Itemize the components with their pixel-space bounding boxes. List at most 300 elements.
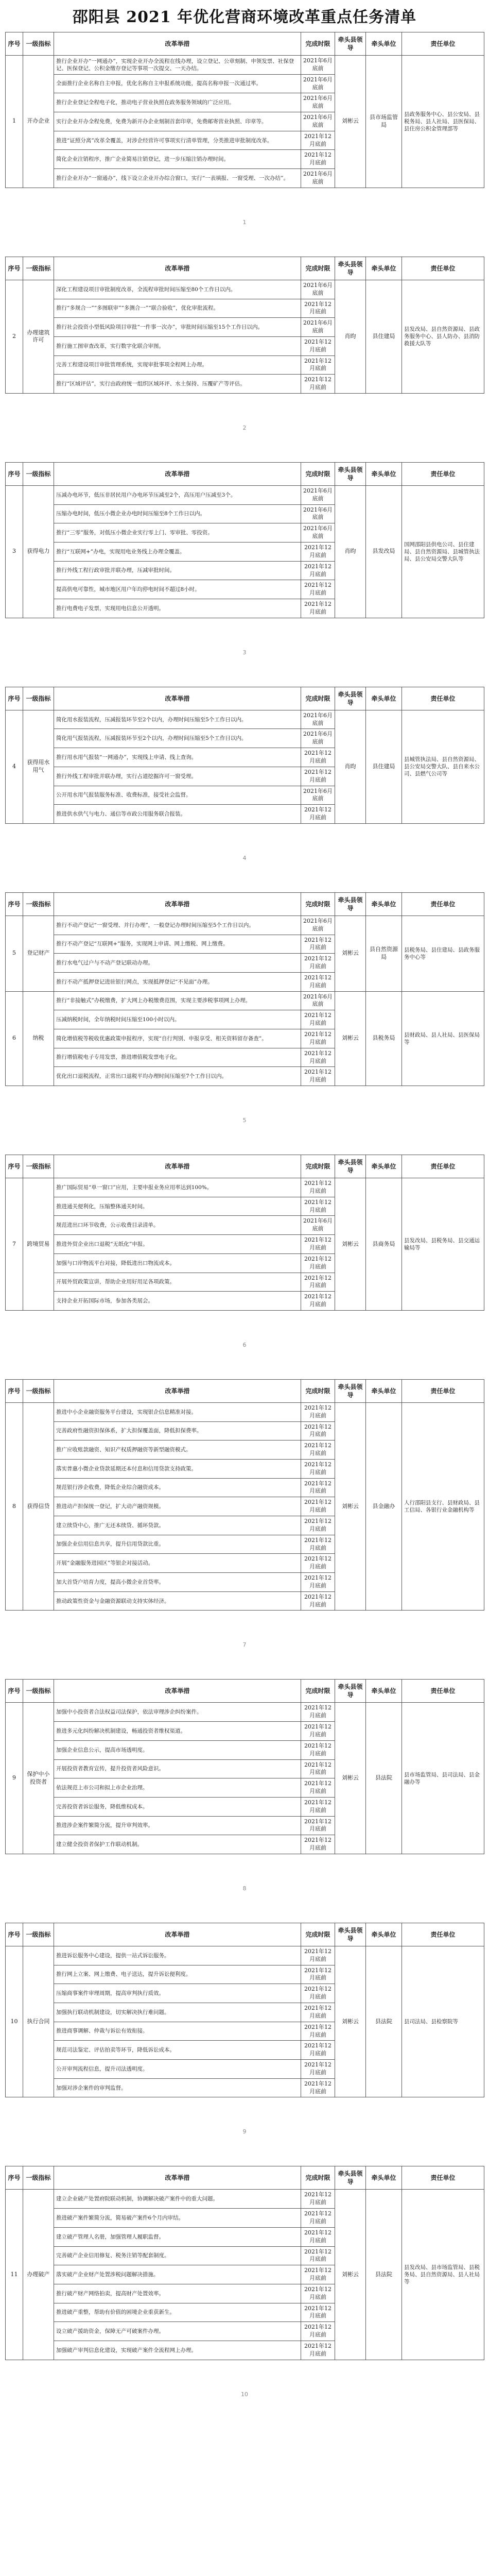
table-row [6,56,484,75]
lead-unit-cell: 县住建局 [366,710,402,823]
time-cell: 2021年12月底前 [301,1965,335,1984]
header-requirement: 改革举措 [54,892,301,916]
task-table [5,1679,484,1854]
table-row [6,991,484,1010]
page-number: 1 [242,218,247,226]
header-time: 完成时限 [301,892,335,916]
header-time: 完成时限 [301,32,335,56]
header-requirement: 改革举措 [54,2166,301,2190]
time-cell: 2021年12月底前 [301,299,335,318]
header-row [6,892,484,916]
time-cell: 2021年12月底前 [301,2341,335,2360]
resp-unit-cell: 县司法局、县检察院等 [402,1946,484,2097]
requirement-cell: 推进破产案件繁简分流，简易破产案件6个月内审结。 [54,2209,301,2228]
time-cell: 2021年6月底前 [301,710,335,729]
requirement-cell: 加强企业信用信息共享，提升信用贷款比重。 [54,1535,301,1554]
header-lead-unit: 牵头单位 [366,1923,402,1946]
header-category: 一级指标 [23,257,54,280]
requirement-cell: 开展“金融服务进园区”等银企对接活动。 [54,1554,301,1573]
time-cell: 2021年12月底前 [301,1421,335,1440]
time-cell: 2021年12月底前 [301,1440,335,1460]
header-row [6,687,484,710]
section-number: 9 [6,1703,23,1854]
section-category: 办理破产 [23,2190,54,2360]
lead-leader-cell: 刘彬云 [335,1946,366,2097]
time-cell: 2021年12月底前 [301,1573,335,1592]
header-num: 序号 [6,1680,23,1703]
header-row [6,257,484,280]
lead-leader-cell: 肖昀 [335,485,366,618]
requirement-cell: 推行不动产抵押登记进驻银行网点，实现抵押登记“不见面”办理。 [54,972,301,991]
time-cell: 2021年12月底前 [301,1067,335,1086]
time-cell: 2021年12月底前 [301,2227,335,2246]
lead-leader-cell: 刘彬云 [335,2190,366,2360]
requirement-cell: 推行施工图审查改革，实行数字化联合审图。 [54,336,301,355]
time-cell: 2021年12月底前 [301,805,335,824]
header-lead-leader: 牵头县领导 [335,462,366,485]
section-number: 1 [6,56,23,188]
header-lead-leader: 牵头县领导 [335,32,366,56]
requirement-cell: 深化工程建设项目审批制度改革，全流程审批时间压缩至80个工作日以内。 [54,280,301,299]
requirement-cell: 推进中小企业融资服务平台建设，实现银企信息精准对接。 [54,1402,301,1421]
lead-leader-cell: 肖昀 [335,710,366,823]
requirement-cell: 简化企业注销程序，推广企业简易注销登记，进一步压缩注销办理时间。 [54,150,301,169]
time-cell: 2021年12月底前 [301,767,335,786]
lead-unit-cell: 县税务局 [366,991,402,1086]
requirement-cell: 规范银行涉企收费，降低企业综合融资成本。 [54,1478,301,1497]
header-lead-leader: 牵头县领导 [335,257,366,280]
requirement-cell: 落实破产企业财产处置涉税问题解决措施。 [54,2265,301,2284]
requirement-cell: 加强破产审判信息化建设，实现破产案件全流程网上办理。 [54,2341,301,2360]
resp-unit-cell: 国网邵阳县供电公司、县住建局、县自然资源局、县城管执法局、县公安局交警大队等 [402,485,484,618]
header-requirement: 改革举措 [54,687,301,710]
table-header [6,1379,484,1402]
time-cell: 2021年12月底前 [301,1292,335,1311]
page-number: 4 [242,854,247,861]
time-cell: 2021年12月底前 [301,1253,335,1273]
section-category: 开办企业 [23,56,54,188]
section-number: 7 [6,1178,23,1311]
header-requirement: 改革举措 [54,1379,301,1402]
header-row [6,462,484,485]
lead-leader-cell: 肖昀 [335,280,366,393]
requirement-cell: 设立破产援助资金，保障无产可破案件办理。 [54,2322,301,2341]
header-lead-leader: 牵头县领导 [335,687,366,710]
table-header [6,2166,484,2190]
header-time: 完成时限 [301,1923,335,1946]
task-table [5,1155,484,1311]
header-category: 一级指标 [23,1923,54,1946]
page-number: 5 [242,1117,247,1124]
time-cell: 2021年12月底前 [301,1740,335,1759]
time-cell: 2021年12月底前 [301,336,335,355]
resp-unit-cell: 县城管执法局、县自然资源局、县公安局交警大队、县自来水公司、县燃气公司等 [402,710,484,823]
section-category: 办理建筑许可 [23,280,54,393]
requirement-cell: 推行不动产登记“互联网+”服务，实现网上申请、网上缴税、网上缴费。 [54,935,301,954]
header-num: 序号 [6,1155,23,1178]
resp-unit-cell: 县税务局、县住建局、县政务服务中心等 [402,916,484,991]
section-7 [6,1178,484,1311]
time-cell: 2021年6月底前 [301,1216,335,1235]
section-category: 跨境贸易 [23,1178,54,1311]
task-table [5,892,484,1086]
requirement-cell: 推进涉企案件繁简分流，提升审判效率。 [54,1816,301,1835]
table-header [6,1680,484,1703]
lead-leader-cell: 刘彬云 [335,56,366,188]
requirement-cell: 全面推行企业名称自主申报，优化名称自主申报系统功能，提高名称申报一次通过率。 [54,74,301,93]
requirement-cell: 推行“非接触式”办税缴费，扩大网上办税缴费范围，实现主要涉税事项网上办理。 [54,991,301,1010]
resp-unit-cell: 县发改局、县税务局、县交通运输局等 [402,1178,484,1311]
time-cell: 2021年12月底前 [301,131,335,150]
requirement-cell: 推行增值税电子专用发票，推进增值税发票电子化。 [54,1048,301,1067]
requirement-cell: 推进商事调解、仲裁与诉讼有效衔接。 [54,2022,301,2041]
time-cell: 2021年12月底前 [301,1778,335,1798]
task-table [5,687,484,824]
header-resp-unit: 责任单位 [402,1155,484,1178]
lead-leader-cell: 刘彬云 [335,916,366,991]
requirement-cell: 推动政策性资金与金融资源联动支持实体经济。 [54,1591,301,1611]
header-category: 一级指标 [23,1379,54,1402]
header-row [6,1923,484,1946]
header-lead-unit: 牵头单位 [366,1379,402,1402]
header-time: 完成时限 [301,462,335,485]
section-category: 登记财产 [23,916,54,991]
time-cell: 2021年12月底前 [301,1591,335,1611]
requirement-cell: 推行网上立案、网上缴费、电子送达，提升诉讼便利度。 [54,1965,301,1984]
table-header [6,687,484,710]
requirement-cell: 开展投资者教育宣传，提升投资者风险意识。 [54,1759,301,1778]
requirement-cell: 推行社会投资小型低风险项目审批“一件事一次办”，审批时间压缩至15个工作日以内。 [54,318,301,337]
section-3 [6,485,484,618]
time-cell: 2021年12月底前 [301,972,335,991]
time-cell: 2021年12月底前 [301,2246,335,2265]
page-number: 3 [242,649,247,656]
requirement-cell: 推行破产财产网络拍卖，提高财产处置效率。 [54,2284,301,2303]
time-cell: 2021年12月底前 [301,580,335,599]
header-category: 一级指标 [23,1155,54,1178]
header-num: 序号 [6,2166,23,2190]
time-cell: 2021年6月底前 [301,56,335,75]
header-category: 一级指标 [23,32,54,56]
header-time: 完成时限 [301,1379,335,1402]
section-5 [6,916,484,991]
table-row [6,280,484,299]
time-cell: 2021年12月底前 [301,543,335,562]
requirement-cell: 推行水电气过户与不动产登记联动办理。 [54,954,301,973]
requirement-cell: 加强中小投资者合法权益司法保护，依法审理涉企纠纷案件。 [54,1703,301,1722]
requirement-cell: 规范司法鉴定、评估拍卖等环节，降低诉讼成本。 [54,2041,301,2060]
sections-container [0,32,489,2429]
time-cell: 2021年6月底前 [301,916,335,935]
header-lead-leader: 牵头县领导 [335,1379,366,1402]
time-cell: 2021年12月底前 [301,150,335,169]
section-6 [6,991,484,1086]
section-number: 5 [6,916,23,991]
time-cell: 2021年12月底前 [301,1273,335,1292]
lead-unit-cell: 县自然资源局 [366,916,402,991]
header-num: 序号 [6,1379,23,1402]
task-table [5,2166,484,2360]
header-resp-unit: 责任单位 [402,892,484,916]
time-cell: 2021年12月底前 [301,1946,335,1965]
table-row [6,1178,484,1197]
requirement-cell: 落实普惠小微企业贷款延期还本付息和信用贷款支持政策。 [54,1459,301,1478]
lead-leader-cell: 刘彬云 [335,1402,366,1611]
header-num: 序号 [6,32,23,56]
table-header [6,1155,484,1178]
table-row [6,1402,484,1421]
requirement-cell: 推进多元化纠纷解决机制建设，畅通投资者维权渠道。 [54,1722,301,1741]
table-header [6,1923,484,1946]
time-cell: 2021年6月底前 [301,74,335,93]
requirement-cell: 建立企业破产处置府院联动机制，协调解决破产案件中的重大问题。 [54,2190,301,2209]
resp-unit-cell: 人行邵阳县支行、县财政局、县工信局、各银行业金融机构等 [402,1402,484,1611]
header-lead-unit: 牵头单位 [366,32,402,56]
time-cell: 2021年12月底前 [301,599,335,618]
header-resp-unit: 责任单位 [402,257,484,280]
requirement-cell: 公开用水用气报装服务标准、收费标准，接受社会监督。 [54,786,301,805]
header-lead-unit: 牵头单位 [366,687,402,710]
time-cell: 2021年12月底前 [301,2078,335,2097]
lead-unit-cell: 县商务局 [366,1178,402,1311]
requirement-cell: 加大首贷户培育力度，提高小微企业首贷率。 [54,1573,301,1592]
section-category: 纳税 [23,991,54,1086]
time-cell: 2021年12月底前 [301,2284,335,2303]
time-cell: 2021年12月底前 [301,375,335,394]
time-cell: 2021年12月底前 [301,1516,335,1535]
requirement-cell: 推行电费电子发票，实现用电信息公开透明。 [54,599,301,618]
time-cell: 2021年12月底前 [301,2003,335,2022]
header-category: 一级指标 [23,462,54,485]
requirement-cell: 推行不动产登记“一窗受理、并行办理”，一般登记办理时间压缩至5个工作日以内。 [54,916,301,935]
time-cell: 2021年12月底前 [301,954,335,973]
section-10 [6,1946,484,2097]
header-lead-unit: 牵头单位 [366,257,402,280]
header-requirement: 改革举措 [54,1923,301,1946]
section-2 [6,280,484,393]
table-row [6,485,484,504]
header-row [6,1680,484,1703]
lead-unit-cell: 县市场监管局 [366,56,402,188]
time-cell: 2021年6月底前 [301,786,335,805]
table-row [6,1703,484,1722]
lead-unit-cell: 县法院 [366,2190,402,2360]
header-lead-leader: 牵头县领导 [335,1155,366,1178]
requirement-cell: 推行外线工程审批并联办理，实行占道挖掘许可一窗受理。 [54,767,301,786]
section-number: 4 [6,710,23,823]
header-row [6,1155,484,1178]
time-cell: 2021年12月底前 [301,1703,335,1722]
time-cell: 2021年6月底前 [301,169,335,188]
time-cell: 2021年12月底前 [301,2322,335,2341]
section-1 [6,56,484,188]
lead-unit-cell: 县发改局 [366,485,402,618]
section-11 [6,2190,484,2360]
header-time: 完成时限 [301,1155,335,1178]
requirement-cell: 压缩办电时间，低压小微企业办电时间压缩至8个工作日以内。 [54,504,301,523]
document-title: 邵阳县 2021 年优化营商环境改革重点任务清单 [72,8,417,26]
header-num: 序号 [6,687,23,710]
requirement-cell: 提高供电可靠性，城市地区用户年均停电时间不超过8小时。 [54,580,301,599]
task-table [5,257,484,394]
requirement-cell: 推行“互联网+”办电，实现用电业务线上办理全覆盖。 [54,543,301,562]
task-table [5,462,484,618]
header-lead-leader: 牵头县领导 [335,1680,366,1703]
requirement-cell: 推广应收账款融资、知识产权质押融资等新型融资模式。 [54,1440,301,1460]
requirement-cell: 推进诉讼服务中心建设，提供一站式诉讼服务。 [54,1946,301,1965]
time-cell: 2021年6月底前 [301,523,335,543]
requirement-cell: 推行用水用气报装“一网通办”，实现线上申请、线上查询。 [54,748,301,767]
time-cell: 2021年6月底前 [301,93,335,112]
page-number: 7 [242,1641,247,1649]
header-resp-unit: 责任单位 [402,462,484,485]
time-cell: 2021年12月底前 [301,1835,335,1854]
table-row [6,916,484,935]
resp-unit-cell: 县市场监管局、县司法局、县金融办等 [402,1703,484,1854]
header-lead-leader: 牵头县领导 [335,1923,366,1946]
table-row [6,2190,484,2209]
time-cell: 2021年12月底前 [301,1235,335,1254]
header-lead-leader: 牵头县领导 [335,892,366,916]
requirement-cell: 加强执行联动机制建设，切实解决执行难问题。 [54,2003,301,2022]
time-cell: 2021年6月底前 [301,112,335,131]
requirement-cell: 完善政府性融资担保体系，扩大担保覆盖面，降低担保费率。 [54,1421,301,1440]
header-time: 完成时限 [301,257,335,280]
section-category: 获得电力 [23,485,54,618]
section-number: 2 [6,280,23,393]
requirement-cell: 优化出口退税流程，正常出口退税平均办理时间压缩至7个工作日以内。 [54,1067,301,1086]
requirement-cell: 压减纳税时间，全年纳税时间压缩至100小时以内。 [54,1010,301,1029]
page-number: 6 [242,1341,247,1348]
section-number: 11 [6,2190,23,2360]
table-header [6,257,484,280]
header-category: 一级指标 [23,892,54,916]
requirement-cell: 开展外贸政策宣讲，帮助企业用好用足各项政策。 [54,1273,301,1292]
header-lead-unit: 牵头单位 [366,2166,402,2190]
time-cell: 2021年12月底前 [301,355,335,375]
page-number: 9 [242,2128,247,2136]
requirement-cell: 推行企业开办“一窗通办”，线下设立企业开办综合窗口，实行“一表填报、一窗受理、一次办结”。 [54,169,301,188]
time-cell: 2021年12月底前 [301,1048,335,1067]
resp-unit-cell: 县政务服务中心、县公安局、县税务局、县人社局、县医保局、县住房公积金管理部等 [402,56,484,188]
requirement-cell: 推进破产重整，帮助有价值的困境企业重获新生。 [54,2303,301,2322]
header-requirement: 改革举措 [54,32,301,56]
page-number: 10 [241,2391,248,2398]
time-cell: 2021年12月底前 [301,1797,335,1816]
section-number: 10 [6,1946,23,2097]
time-cell: 2021年12月底前 [301,1459,335,1478]
requirement-cell: 实行企业开办全程免费，免费为新开办企业刻制首套印章，免费邮寄营业执照、印章等。 [54,112,301,131]
requirement-cell: 推广国际贸易“单一窗口”应用，主要申报业务应用率达到100%。 [54,1178,301,1197]
header-category: 一级指标 [23,1680,54,1703]
requirement-cell: 支持企业开拓国际市场，参加各类展会。 [54,1292,301,1311]
time-cell: 2021年12月底前 [301,1478,335,1497]
header-resp-unit: 责任单位 [402,1923,484,1946]
lead-unit-cell: 县法院 [366,1946,402,2097]
requirement-cell: 压缩商事案件审理周期，提高审判执行质效。 [54,1984,301,2003]
lead-unit-cell: 县法院 [366,1703,402,1854]
section-8 [6,1402,484,1611]
requirement-cell: 建立健全投资者保护工作联动机制。 [54,1835,301,1854]
requirement-cell: 推行“多规合一”“多图联审”“多测合一”“联合验收”，优化审批流程。 [54,299,301,318]
page-number: 8 [242,1885,247,1892]
requirement-cell: 公开审判流程信息，提升司法透明度。 [54,2060,301,2079]
time-cell: 2021年6月底前 [301,729,335,748]
header-num: 序号 [6,1923,23,1946]
section-9 [6,1703,484,1854]
time-cell: 2021年6月底前 [301,504,335,523]
header-resp-unit: 责任单位 [402,2166,484,2190]
time-cell: 2021年12月底前 [301,748,335,767]
time-cell: 2021年12月底前 [301,1554,335,1573]
header-lead-unit: 牵头单位 [366,462,402,485]
time-cell: 2021年12月底前 [301,1178,335,1197]
requirement-cell: 推进“证照分离”改革全覆盖，对涉企经营许可事项实行清单管理，分类推进审批制度改革。 [54,131,301,150]
task-table [5,32,484,188]
header-row [6,32,484,56]
time-cell: 2021年6月底前 [301,991,335,1010]
time-cell: 2021年6月底前 [301,485,335,504]
time-cell: 2021年12月底前 [301,1535,335,1554]
requirement-cell: 建立续贷中心，推广无还本续贷、循环贷款。 [54,1516,301,1535]
resp-unit-cell: 县发改局、县市场监管局、县税务局、县自然资源局、县人社局等 [402,2190,484,2360]
section-4 [6,710,484,823]
table-row [6,710,484,729]
requirement-cell: 加强对涉企案件的审判监督。 [54,2078,301,2097]
header-lead-unit: 牵头单位 [366,892,402,916]
section-number: 3 [6,485,23,618]
lead-unit-cell: 县住建局 [366,280,402,393]
requirement-cell: 推进动产担保统一登记，扩大动产融资规模。 [54,1497,301,1516]
table-header [6,892,484,916]
header-num: 序号 [6,462,23,485]
time-cell: 2021年12月底前 [301,2265,335,2284]
section-number: 6 [6,991,23,1086]
time-cell: 2021年12月底前 [301,2190,335,2209]
lead-leader-cell: 刘彬云 [335,1703,366,1854]
header-resp-unit: 责任单位 [402,1379,484,1402]
header-resp-unit: 责任单位 [402,1680,484,1703]
requirement-cell: 加强企业信息公示，提高市场透明度。 [54,1740,301,1759]
task-table [5,1379,484,1611]
requirement-cell: 规范进出口环节收费，公示收费目录清单。 [54,1216,301,1235]
requirement-cell: 完善工程建设项目审批管理系统，实现审批事项全程网上办理。 [54,355,301,375]
requirement-cell: 简化用气报装流程，压减报装环节至2个以内，办理时间压缩至5个工作日以内。 [54,729,301,748]
task-table [5,1923,484,2098]
time-cell: 2021年12月底前 [301,2303,335,2322]
lead-leader-cell: 刘彬云 [335,1178,366,1311]
section-number: 8 [6,1402,23,1611]
requirement-cell: 推行企业登记全程电子化，推动电子营业执照在政务服务领域的广泛应用。 [54,93,301,112]
section-category: 执行合同 [23,1946,54,2097]
time-cell: 2021年12月底前 [301,2022,335,2041]
requirement-cell: 推进外贸企业出口退税“无纸化”申报。 [54,1235,301,1254]
lead-unit-cell: 县金融办 [366,1402,402,1611]
table-header [6,32,484,56]
time-cell: 2021年12月底前 [301,935,335,954]
requirement-cell: 加强与口岸物流平台对接，降低进出口物流成本。 [54,1253,301,1273]
header-row [6,1379,484,1402]
table-header [6,462,484,485]
time-cell: 2021年12月底前 [301,2041,335,2060]
time-cell: 2021年12月底前 [301,1197,335,1216]
header-category: 一级指标 [23,2166,54,2190]
time-cell: 2021年12月底前 [301,1402,335,1421]
header-time: 完成时限 [301,2166,335,2190]
header-time: 完成时限 [301,687,335,710]
time-cell: 2021年12月底前 [301,1984,335,2003]
header-row [6,2166,484,2190]
